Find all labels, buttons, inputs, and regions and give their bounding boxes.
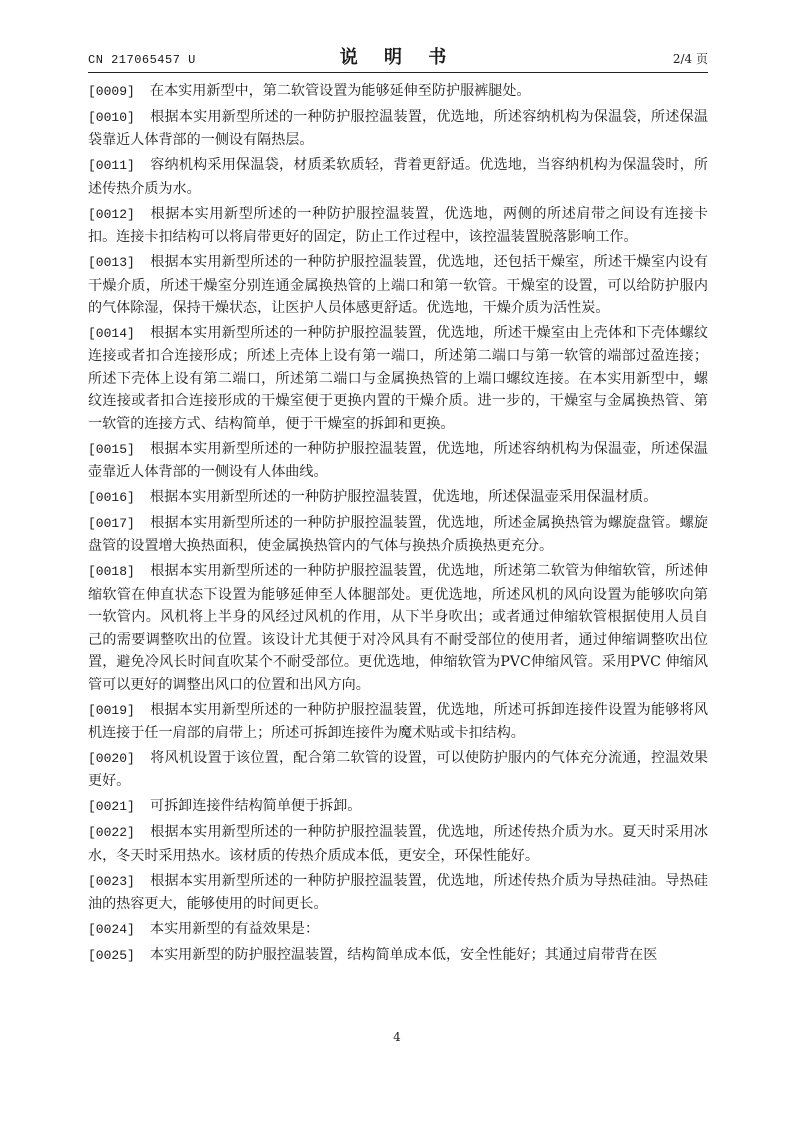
document-title: 说 明 书 [339,47,457,68]
paragraph [88,438,708,484]
paragraph-number: [0017] [88,516,135,532]
paragraph-number: [0010] [88,110,135,125]
paragraph-text: 可拆卸连接件结构简单便于拆卸。 [150,798,362,815]
paragraph-number: [0023] [88,873,135,889]
paragraph-number: [0019] [88,702,135,718]
paragraph-text: 根据本实用新型所述的一种防护服控温装置，优选地，所述干燥室由上壳体和下壳体螺纹连接或者扣合连接形成；所述上壳体上设有第一端口，所述第二端口与第一软管的端部过盈连接；所述下壳体上设有第二端口，所述第二端口与金属换热管的上端口螺纹连接。在本实用新型中，螺纹连接或者扣合连接形成的干燥室便于更换内置的干燥介质。进一步的，干燥室与金属换热管、第一软管的连接方式、结构简单，便于干燥室的拆卸和更换。 [88,325,708,432]
paragraph-text: 根据本实用新型所述的一种防护服控温装置，优选地，还包括干燥室，所述干燥室内设有干燥介质，所述干燥室分别连通金属换热管的上端口和第一软管。干燥室的设置，可以给防护服内的气体除湿，保持干燥状态，让医护人员体感更舒适。优选地，干燥介质为活性炭。 [88,254,708,317]
paragraph-text: 根据本实用新型所述的一种防护服控温装置，优选地，所述容纳机构为保温袋，所述保温袋靠近人体背部的一侧设有隔热层。 [88,109,708,149]
paragraph-number: [0025] [88,948,135,964]
paragraph-number: [0022] [88,825,135,841]
paragraph-number: [0009] [88,84,135,99]
paragraph-number: [0021] [88,799,135,815]
publication-number: CN 217065457 U [88,53,196,67]
paragraph-number: [0012] [88,206,135,222]
paragraph [88,154,708,200]
paragraph-number: [0024] [88,922,135,938]
paragraph [88,203,708,249]
page-indicator: 2/4 页 [672,52,708,66]
paragraph-text: 根据本实用新型所述的一种防护服控温装置，优选地，所述保温壶采用保温材质。 [150,489,658,506]
paragraph-number: [0015] [88,441,135,457]
paragraph-text: 根据本实用新型所述的一种防护服控温装置，优选地，所述可拆卸连接件设置为能够将风机连接于任一肩部的肩带上；所述可拆卸连接件为魔术贴或卡扣结构。 [88,701,708,741]
paragraph-text: 根据本实用新型所述的一种防护服控温装置，优选地，所述传热介质为水。夏天时采用冰水，冬天时采用热水。该材质的传热介质成本低，更安全，环保性能好。 [88,824,708,864]
paragraph-number: [0016] [88,490,135,506]
paragraph [88,251,708,319]
page-number: 4 [393,1030,401,1044]
paragraph-text: 本实用新型的有益效果是： [150,921,320,938]
paragraph-text: 根据本实用新型所述的一种防护服控温装置，优选地，所述容纳机构为保温壶，所述保温壶靠近人体背部的一侧设有人体曲线。 [88,440,708,481]
paragraph-text: 本实用新型的防护服控温装置，结构简单成本低，安全性能好；其通过肩带背在医 [150,947,658,964]
paragraph-text: 将风机设置于该位置，配合第二软管的设置，可以使防护服内的气体充分流通，控温效果更好。 [88,749,708,790]
paragraph [88,821,708,867]
page-header [88,42,708,73]
paragraph [88,747,708,793]
paragraph [88,106,708,152]
paragraph-number: [0018] [88,564,135,580]
paragraph [88,560,708,695]
paragraph-number: [0011] [88,158,135,174]
paragraph-text: 容纳机构采用保温袋，材质柔软质轻，背着更舒适。优选地，当容纳机构为保温袋时，所述传热介质为水。 [88,157,708,197]
paragraph-number: [0013] [88,255,135,271]
paragraph-text: 根据本实用新型所述的一种防护服控温装置，优选地，所述传热介质为导热硅油。导热硅油的热容更大，能够使用的时间更长。 [88,872,708,913]
paragraph [88,699,708,745]
paragraph [88,944,708,967]
paragraph [88,795,708,818]
paragraph-number: [0020] [88,750,135,766]
paragraph-text: 根据本实用新型所述的一种防护服控温装置，优选地，所述金属换热管为螺旋盘管。螺旋盘管的设置增大换热面积，使金属换热管内的气体与换热介质换热更充分。 [88,515,708,555]
paragraph [88,80,708,103]
paragraph-text: 根据本实用新型所述的一种防护服控温装置，优选地，两侧的所述肩带之间设有连接卡扣。连接卡扣结构可以将肩带更好的固定，防止工作过程中，该控温装置脱落影响工作。 [88,205,708,246]
paragraph-text: 在本实用新型中，第二软管设置为能够延伸至防护服裤腿处。 [150,83,531,99]
paragraph-text: 根据本实用新型所述的一种防护服控温装置，优选地，所述第二软管为伸缩软管，所述伸缩软管在伸直状态下设置为能够延伸至人体腿部处。更优选地，所述风机的风向设置为能够吹向第一软管内。风机将上半身的风经过风机的作用，从下半身吹出；或者通过伸缩软管根据使用人员自己的需要调整吹出的位置。该设计尤其便于对冷风具有不耐受部位的使用者，通过伸缩调整吹出位置，避免冷风长时间直吹某个不耐受部位。更优选地，伸缩软管为PVC伸缩风管。采用PVC 伸缩风管可以更好的调整出风口的位置和出风方向。 [88,563,708,693]
paragraph [88,918,708,941]
paragraph [88,322,708,435]
paragraph [88,870,708,916]
paragraph-number: [0014] [88,326,135,342]
paragraph [88,512,708,558]
paragraph [88,486,708,509]
description-body [88,80,708,970]
